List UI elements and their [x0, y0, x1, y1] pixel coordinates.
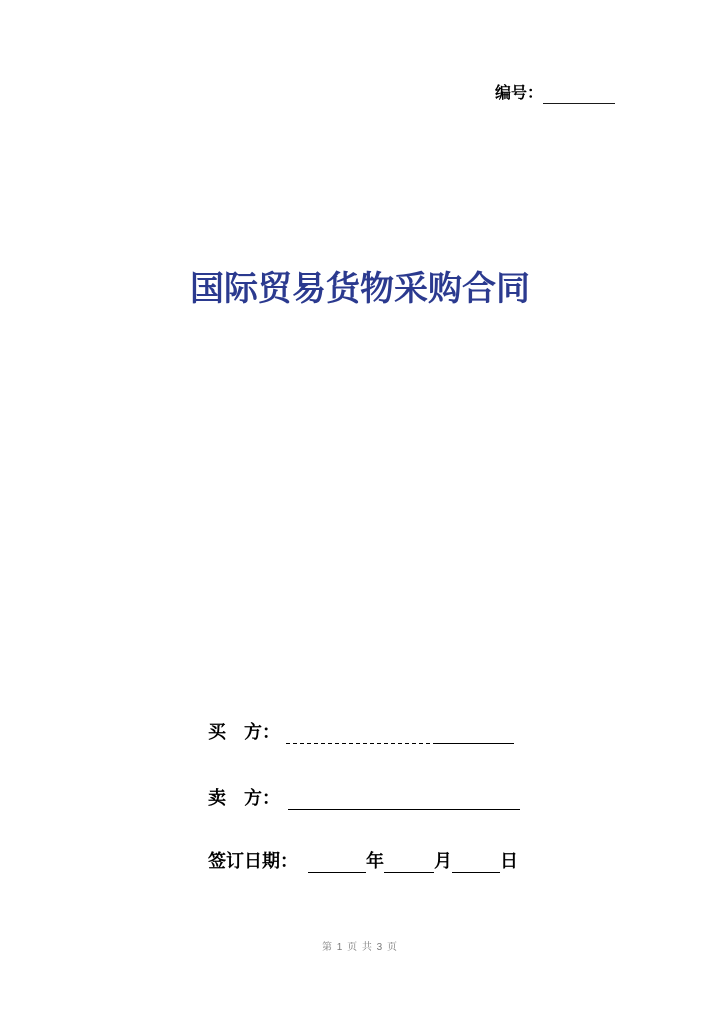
month-blank[interactable]: [384, 853, 434, 873]
buyer-blank-dashed[interactable]: [286, 724, 436, 744]
seller-row: [208, 786, 520, 810]
buyer-blank-solid[interactable]: [436, 724, 514, 744]
buyer-row: [208, 720, 514, 744]
page-number-indicator: 第 1 页 共 3 页: [321, 942, 398, 953]
contract-title: 国际贸易货物采购合同: [190, 271, 530, 308]
year-suffix-label: 年: [366, 851, 384, 871]
seller-blank[interactable]: [288, 790, 520, 810]
serial-number-label: 编号：: [494, 85, 543, 102]
month-suffix-label: 月: [434, 851, 452, 871]
day-blank[interactable]: [452, 853, 500, 873]
seller-label: 卖 方：: [208, 788, 280, 808]
serial-number-row: [495, 84, 615, 104]
year-blank[interactable]: [308, 853, 366, 873]
buyer-label: 买 方：: [208, 722, 280, 742]
signing-date-label: 签订日期：: [208, 851, 298, 871]
day-suffix-label: 日: [500, 851, 518, 871]
signing-date-row: [208, 849, 518, 873]
serial-number-blank[interactable]: [543, 87, 615, 104]
